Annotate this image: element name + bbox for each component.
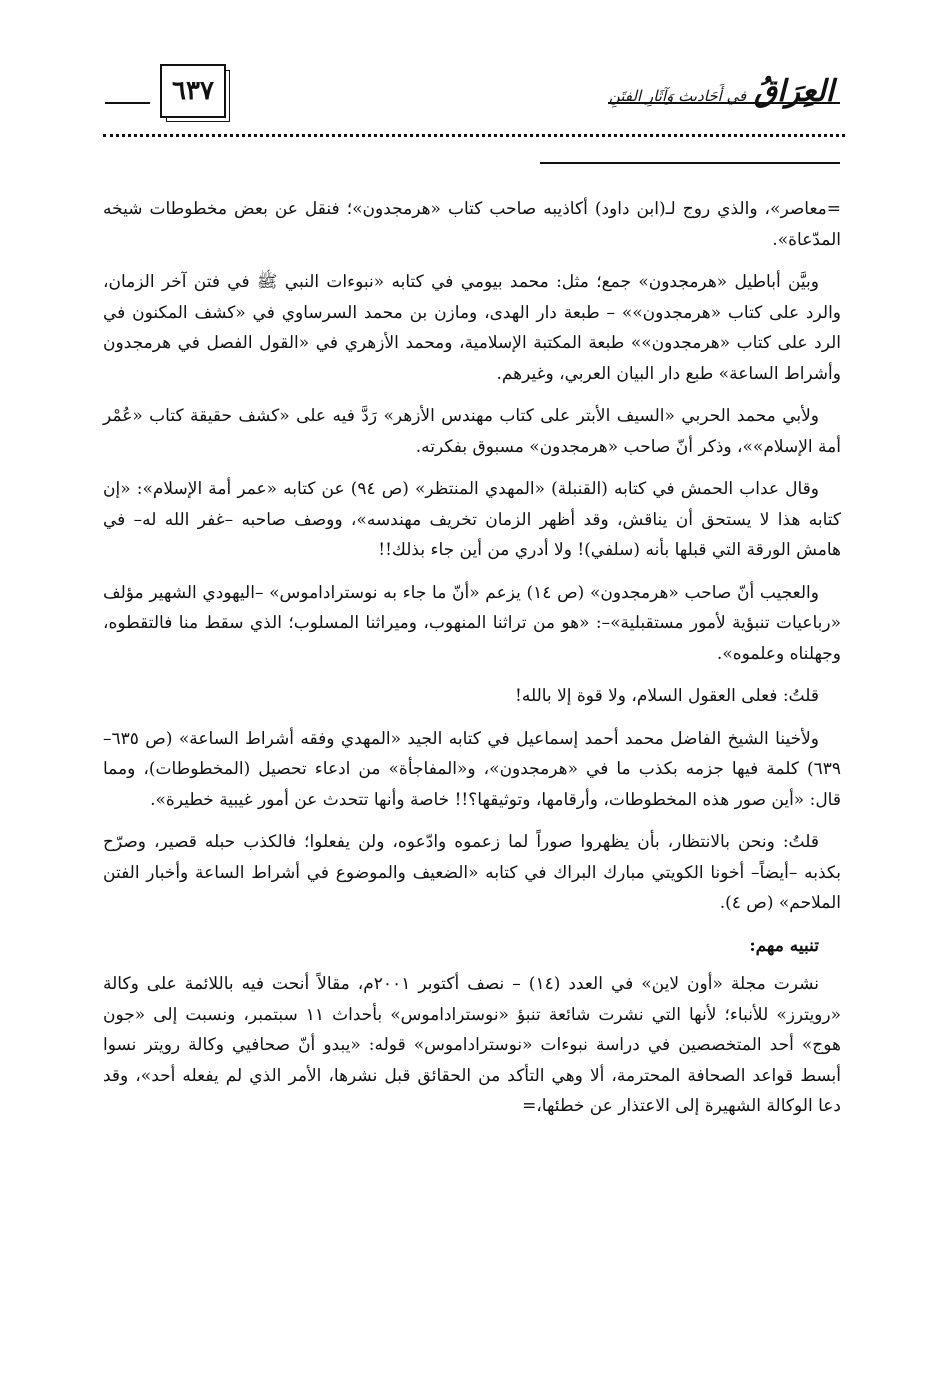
page-number-frame-gap <box>150 96 160 110</box>
paragraph: نشرت مجلة «أون لاين» في العدد (١٤) – نصف أكتوبر ٢٠٠١م، مقالاً أنحت فيه باللائمة على وكالة «رويترز» للأنباء؛ لأنها التي نشرت شائعة تنبؤ «نوستراداموس» بأحداث ١١ سبتمبر، ونسبت إلى «جون هوج» أحد المتخصصين في دراسة نبوءات «نوستراداموس» قوله: «يبدو أنّ صحافيي وكالة رويتر نسوا أبسط قواعد الصحافة المحترمة، ألا وهي التأكد من الحقائق قبل نشرها، الأمر الذي لم يفعله أحد»، وقد دعا الوكالة الشهيرة إلى الاعتذار عن خطئها،= <box>103 974 841 1116</box>
paragraph: والعجيب أنّ صاحب «هرمجدون» (ص ١٤) يزعم «أنّ ما جاء به نوستراداموس» –اليهودي الشهير مؤلف «رباعيات تنبؤية لأمور مستقبلية»–: «هو من تراثنا المنهوب، وميراثنا المسلوب؛ الذي سقط منا فالتقطوه، وجهلناه وعلموه». <box>103 582 841 664</box>
dotted-separator <box>103 134 845 137</box>
page-header <box>0 0 949 150</box>
page-number <box>160 64 226 118</box>
running-head-title <box>609 74 834 109</box>
paragraph: وبيَّن أباطيل «هرمجدون» جمع؛ مثل: محمد بيومي في كتابه «نبوءات النبي ﷺ في فتن آخر الزمان، والرد على كتاب «هرمجدون»» – طبعة دار الهدى، ومازن بن محمد السرساوي في «كشف المكنون في الرد على كتاب «هرمجدون»» طبعة المكتبة الإسلامية، ومحمد الأزهري في «القول الفصل في هرمجدون وأشراط الساعة» طبع دار البيان العربي، وغيرهم. <box>103 272 841 384</box>
footnote-rule <box>540 162 840 164</box>
running-head-main: العِرَاقُ <box>753 74 834 109</box>
paragraph: وقال عداب الحمش في كتابه (القنبلة) «المهدي المنتظر» (ص ٩٤) عن كتابه «عمر أمة الإسلام»: «إن كتابه هذا لا يستحق أن يناقش، وقد أظهر الزمان تخريف مهندسه»، ووصف صاحبه –غفر الله له– في هامش الورقة التي قبلها بأنه (سلفي)! ولا أدري من أين جاء بذلك!! <box>103 479 841 560</box>
page-number-text: ٦٣٧ <box>172 76 214 106</box>
paragraph-continuation: =معاصر»، والذي روج لـ(ابن داود) أكاذيبه صاحب كتاب «هرمجدون»؛ فنقل عن بعض مخطوطات شيخه المدّعاة». <box>103 199 841 250</box>
page-body <box>103 194 841 1134</box>
running-head-sub: فِي أَحَادِيثِ وَآثَارِ الفِتَنِ <box>608 87 747 105</box>
paragraph: ولأخينا الشيخ الفاضل محمد أحمد إسماعيل في كتابه الجيد «المهدي وفقه أشراط الساعة» (ص ٦٣٥–٦٣٩) كلمة فيها جزمه بكذب ما في «هرمجدون»، و«المفاجأة» من ادعاء تحصيل (المخطوطات)، ومما قال: «أين صور هذه المخطوطات، وأرقامها، وتوثيقها؟!! خاصة وأنها تتحدث عن أمور غيبية خطيرة». <box>103 728 841 810</box>
paragraph: قلتُ: فعلى العقول السلام، ولا قوة إلا بالله! <box>515 686 819 706</box>
section-heading: تنبيه مهم: <box>749 935 819 956</box>
paragraph: ولأبي محمد الحربي «السيف الأبتر على كتاب مهندس الأزهر» رَدَّ فيه على «كشف حقيقة كتاب «عُمْر أمة الإسلام»»، وذكر أنّ صاحب «هرمجدون» مسبوق بفكرته. <box>103 406 841 457</box>
paragraph: قلتُ: ونحن بالانتظار، بأن يظهروا صوراً لما زعموه وادّعوه، ولن يفعلوا؛ فالكذب حبله قصير، وصرّح بكذبه –أيضاً– أخونا الكويتي مبارك البراك في كتابه «الضعيف والموضوع في أشراط الساعة وأخبار الفتن الملاحم» (ص ٤). <box>103 832 841 913</box>
header-rule-left <box>105 102 155 104</box>
